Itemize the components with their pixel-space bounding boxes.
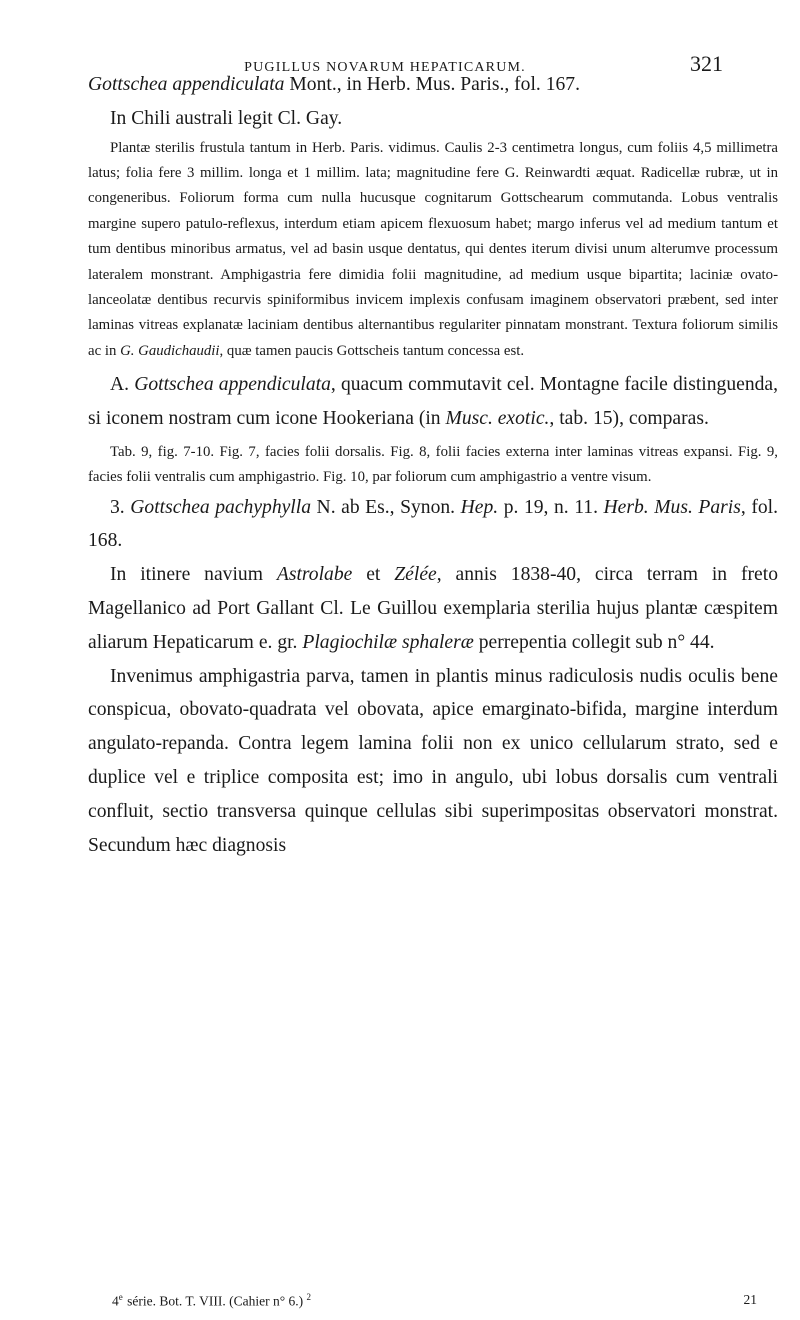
page-header [0, 20, 800, 76]
species-citation: Mont., in Herb. Mus. Paris., fol. 167. [289, 74, 580, 95]
series-superscript: e [118, 1292, 123, 1302]
species-name: Gottschea pachyphylla [130, 496, 311, 518]
other-species: Plagiochilæ sphaleræ [302, 631, 474, 653]
species-heading-pachyphylla [88, 491, 778, 559]
note-species: Gottschea appendiculata [134, 374, 331, 396]
signature-mark: 2 [306, 1292, 311, 1302]
citation-part-1: N. ab Es., Synon. [316, 496, 456, 518]
note-text-2: , tab. 15), comparas. [549, 408, 709, 430]
sheet-number: 21 [743, 1292, 757, 1307]
page-number: 321 [690, 51, 723, 76]
species-heading-appendiculata [88, 68, 778, 102]
citation-hep: Hep. [460, 496, 499, 518]
page-footer [112, 1292, 782, 1312]
species-locality: In Chili australi legit Cl. Gay. [110, 107, 343, 129]
entry-number: 3. [110, 496, 125, 518]
note-a [88, 368, 778, 436]
collection-text-2: et [366, 564, 381, 586]
species-description [88, 136, 778, 365]
plate-caption: Tab. 9, fig. 7-10. Fig. 7, facies folii dorsalis. Fig. 8, folii facies externa inter laminas vitreas expansi. Fig. 9, facies folii ventralis cum amphigastrio. Fig. 10, par foliorum cum amphigastrio a ventre visum. [88, 443, 778, 486]
collection-text-3: , annis 1838-40, circa terram in freto Magellanico ad Port Gallant Cl. Le Guillou exemplaria sterilia hujus plantæ cæspitem aliarum Hepaticarum e. gr. [88, 564, 778, 653]
page-body [88, 68, 778, 862]
series-text: série. Bot. T. VIII. (Cahier n° 6.) [127, 1293, 304, 1309]
description-text: Plantæ sterilis frustula tantum in Herb. Paris. vidimus. Caulis 2-3 centimetra longus, cum foliis 4,5 millimetra latus; folia fere 3 millim. longa et 1 millim. lata; magnitudine fere G. Reinwardti æquat. Radicellæ rubræ, ut in congeneribus. Foliorum forma cum nulla hucusque cognitarum Gottschearum commutanda. Lobus ventralis margine supero patulo-reflexus, interdum etiam apicem flexuosum habet; margo inferus vel ad medium tantum et tum dentibus minoribus armatus, vel ad basin usque dentatus, qui dentes iterum divisi unum alterumve processum lateralem monstrant. Amphigastria fere dimidia folii magnitudine, ad medium usque bipartita; laciniæ ovato-lanceolatæ dentibus recurvis spiniformibus invicem implexis confusam imaginem observatori præbent, sed inter laminas vitreas explanatæ laciniam dentibus alternantibus regulariter pinnatam monstrant. Textura foliorum similis ac in [88, 139, 778, 359]
ship-name-2: Zélée [394, 564, 437, 586]
collection-text-4: perrepentia collegit sub n° 44. [478, 631, 715, 653]
description-end: , quæ tamen paucis Gottscheis tantum concessa est. [219, 342, 525, 359]
citation-part-2: p. 19, n. 11. [503, 496, 598, 518]
note-letter: A. [110, 374, 130, 396]
compared-species: G. Gaudichaudii [120, 342, 220, 359]
citation-herb: Herb. Mus. Paris [603, 496, 741, 518]
ship-name-1: Astrolabe [276, 564, 353, 586]
citation-part-3: , fol. 168. [88, 496, 778, 552]
running-head: PUGILLUS NOVARUM HEPATICARUM. [244, 60, 526, 75]
note-work: Musc. exotic. [445, 408, 550, 430]
collection-text-1: In itinere navium [110, 564, 263, 586]
note-text-1: , quacum commutavit cel. Montagne facile distinguenda, si iconem nostram cum icone Hookeriana (in [88, 374, 779, 430]
series-number: 4 [112, 1293, 119, 1309]
description-paragraph: Invenimus amphigastria parva, tamen in plantis minus radiculosis nudis oculis bene conspicua, obovato-quadrata vel obovata, apice emarginato-bifida, margine interdum angulato-repanda. Contra legem lamina folii non ex unico cellularum strato, sed e duplice vel e triplice composita est; imo in angulo, ubi lobus dorsalis cum ventrali confluit, sectio transversa quinque cellulas sibi superimpositas observatori monstrat. Secundum hæc diagnosis [88, 665, 778, 856]
species-name: Gottschea appendiculata [88, 74, 285, 95]
collection-paragraph [88, 558, 778, 659]
series-line [112, 1292, 311, 1310]
